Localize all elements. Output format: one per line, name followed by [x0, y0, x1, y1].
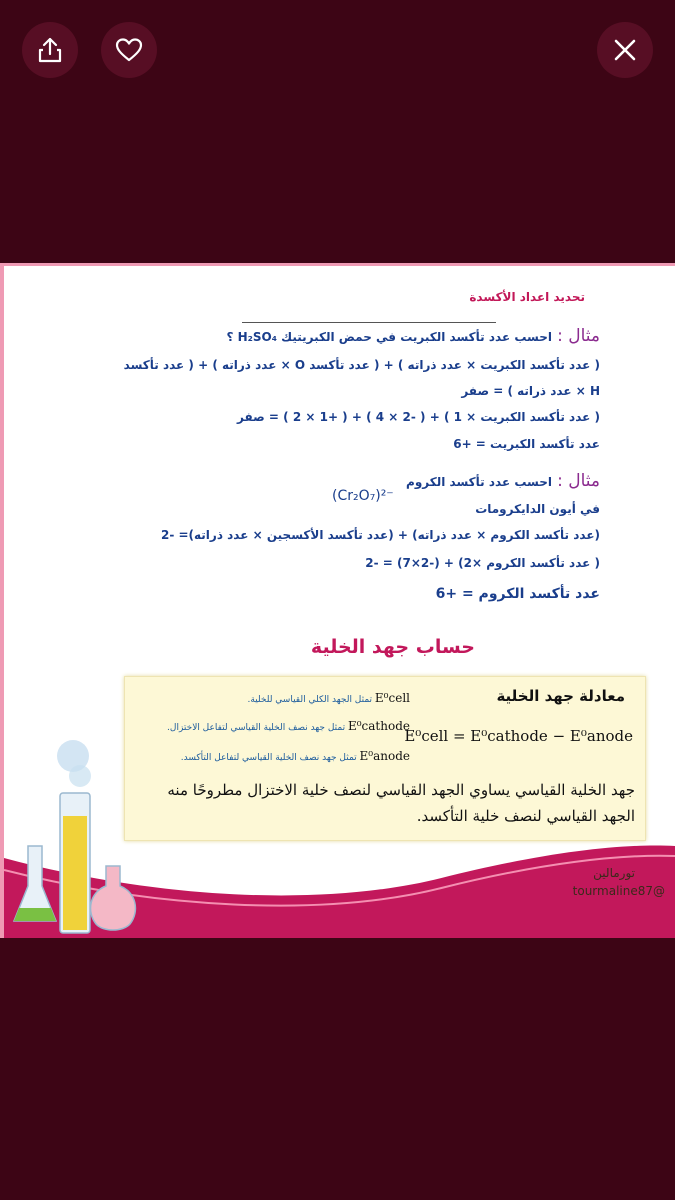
- example2-line2: ( عدد تأكسد الكروم ×2) + (-2×7) = -2: [365, 556, 600, 570]
- legend-eanode-symbol: E⁰anode: [359, 749, 410, 763]
- example-label: مثال :: [557, 326, 600, 346]
- example2-label: مثال :: [557, 471, 600, 491]
- cell-description: جهد الخلية القياسي يساوي الجهد القياسي لنصف خلية الاختزال مطروحًا منه الجهد القياسي لنصف خلية التأكسد.: [167, 781, 635, 825]
- title-underline: [242, 322, 496, 323]
- heart-icon: [114, 35, 144, 65]
- author-handle: @tourmaline87: [572, 884, 665, 898]
- cell-potential-title: حساب جهد الخلية: [310, 636, 475, 658]
- example2-line3: عدد تأكسد الكروم = +6: [435, 586, 600, 602]
- lesson-image[interactable]: [0, 263, 675, 938]
- legend-ecathode-symbol: E⁰cathode: [347, 719, 410, 733]
- close-button[interactable]: [597, 22, 653, 78]
- example2: [406, 471, 600, 491]
- close-icon: [610, 35, 640, 65]
- example1-line1: ( عدد تأكسد الكبريت × عدد ذراته ) + ( عدد تأكسد O × عدد ذراته ) + ( عدد تأكسد: [123, 358, 600, 372]
- example1-line3: ( عدد تأكسد الكبريت × 1 ) + ( -2 × 4 ) + ( +1 × 2 ) = صفر: [237, 410, 600, 424]
- example2-question: احسب عدد تأكسد الكروم: [406, 475, 552, 489]
- legend-ecathode: [167, 719, 410, 733]
- example1-question: احسب عدد تأكسد الكبريت في حمض الكبريتيك H₂SO₄ ؟: [226, 330, 552, 344]
- legend-ecell: [248, 691, 410, 705]
- box-title: معادلة جهد الخلية: [496, 687, 625, 705]
- section-title: تحديد اعداد الأكسدة: [469, 290, 585, 304]
- legend-eanode-text: تمثل جهد نصف الخلية القياسي لتفاعل التأكسد.: [180, 753, 357, 763]
- legend-eanode: [181, 749, 410, 763]
- share-icon: [35, 35, 65, 65]
- author-name: تورمالين: [593, 866, 635, 880]
- example2-line1: (عدد تأكسد الكروم × عدد ذراته) + (عدد تأكسد الأكسجين × عدد ذراته)= -2: [160, 528, 600, 542]
- like-button[interactable]: [101, 22, 157, 78]
- legend-ecell-text: تمثل الجهد الكلي القياسي للخلية.: [247, 695, 373, 705]
- cell-equation-box: [124, 676, 646, 841]
- legend-ecathode-text: تمثل جهد نصف الخلية القياسي لتفاعل الاختزال.: [167, 723, 346, 733]
- share-button[interactable]: [22, 22, 78, 78]
- dichromate-formula: (Cr₂O₇)²⁻: [332, 488, 394, 504]
- example1-line2: H × عدد ذراته ) = صفر: [461, 384, 600, 398]
- example1-line4: عدد تأكسد الكبريت = +6: [453, 437, 600, 451]
- example2-context: في أيون الدايكرومات: [475, 502, 600, 516]
- example1: [226, 326, 600, 346]
- cell-equation: E⁰cell = E⁰cathode − E⁰anode: [404, 727, 633, 745]
- legend-ecell-symbol: E⁰cell: [374, 691, 410, 705]
